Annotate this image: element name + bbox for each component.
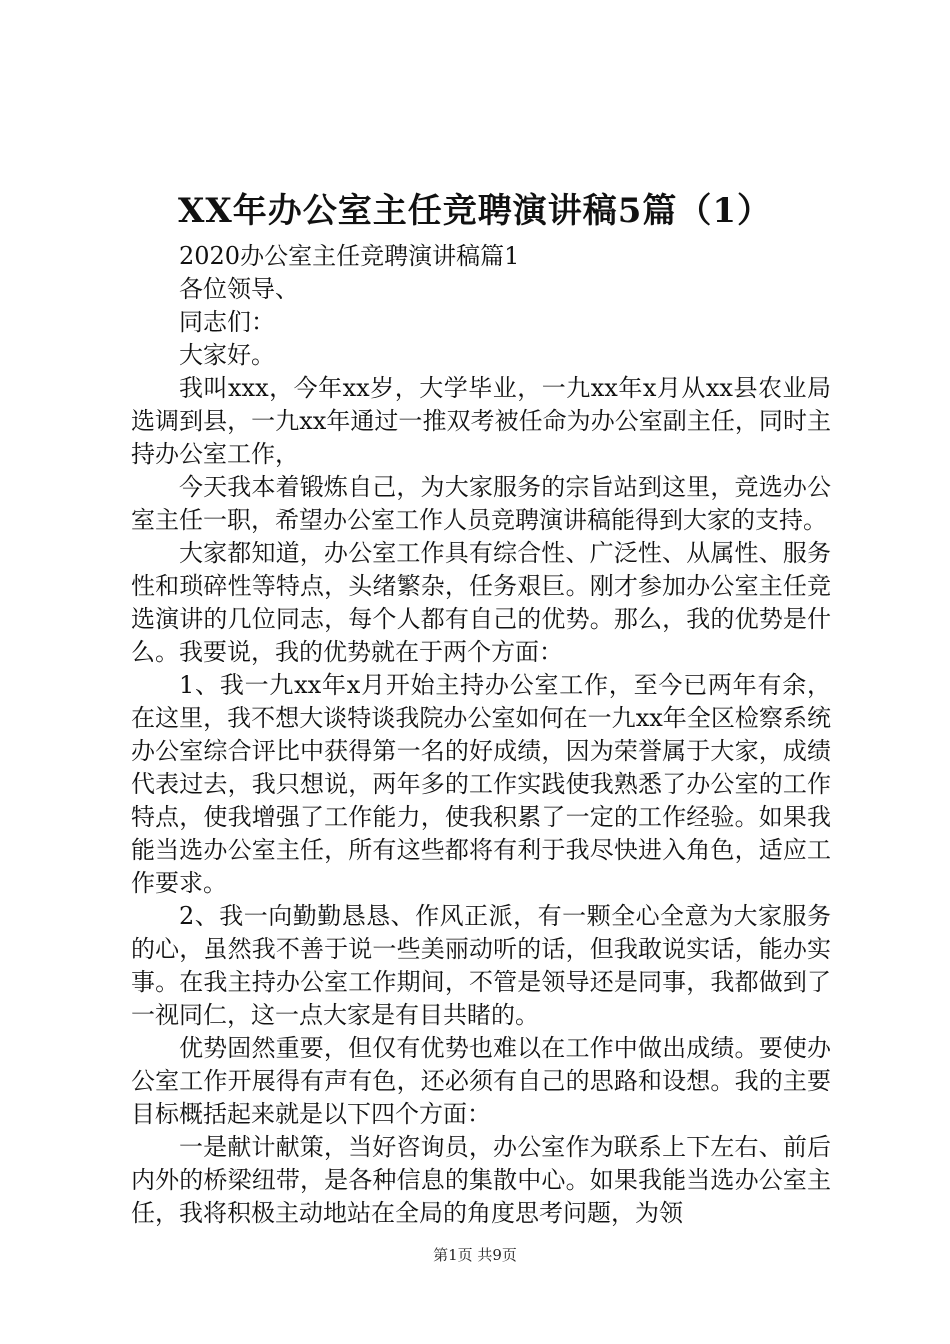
paragraph: 2020办公室主任竞聘演讲稿篇1 [179,242,520,270]
paragraph: 2、我一向勤勤恳恳、作风正派，有一颗全心全意为大家服务的心，虽然我不善于说一些美丽动听的话，但我敢说实话，能办实事。在我主持办公室工作期间，不管是领导还是同事，我都做到了一视同仁，这一点大家是有目共睹的。 [131,902,831,1029]
paragraph: 1、我一九xx年x月开始主持办公室工作，至今已两年有余，在这里，我不想大谈特谈我院办公室如何在一九xx年全区检察系统办公室综合评比中获得第一名的好成绩，因为荣誉属于大家，成绩代表过去，我只想说，两年多的工作实践使我熟悉了办公室的工作特点，使我增强了工作能力，使我积累了一定的工作经验。如果我能当选办公室主任，所有这些都将有利于我尽快进入角色，适应工作要求。 [131,671,831,897]
document-title: XX年办公室主任竞聘演讲稿5篇（1） [177,191,773,231]
page-footer: 第1页 共9页 [433,1246,517,1264]
paragraph: 一是献计献策，当好咨询员，办公室作为联系上下左右、前后内外的桥梁纽带，是各种信息的集散中心。如果我能当选办公室主任，我将积极主动地站在全局的角度思考问题，为领 [131,1133,831,1227]
paragraph: 今天我本着锻炼自己，为大家服务的宗旨站到这里，竞选办公室主任一职，希望办公室工作人员竞聘演讲稿能得到大家的支持。 [131,473,831,534]
document-body [131,240,831,1230]
paragraph: 大家都知道，办公室工作具有综合性、广泛性、从属性、服务性和琐碎性等特点，头绪繁杂，任务艰巨。刚才参加办公室主任竞选演讲的几位同志，每个人都有自己的优势。那么，我的优势是什么。我要说，我的优势就在于两个方面： [131,539,831,666]
paragraph: 各位领导、 [179,275,299,303]
paragraph: 优势固然重要，但仅有优势也难以在工作中做出成绩。要使办公室工作开展得有声有色，还必须有自己的思路和设想。我的主要目标概括起来就是以下四个方面： [131,1034,831,1128]
paragraph: 我叫xxx，今年xx岁，大学毕业，一九xx年x月从xx县农业局选调到县，一九xx年通过一推双考被任命为办公室副主任，同时主持办公室工作， [131,374,831,468]
paragraph: 大家好。 [179,341,275,369]
paragraph: 同志们： [179,308,275,336]
